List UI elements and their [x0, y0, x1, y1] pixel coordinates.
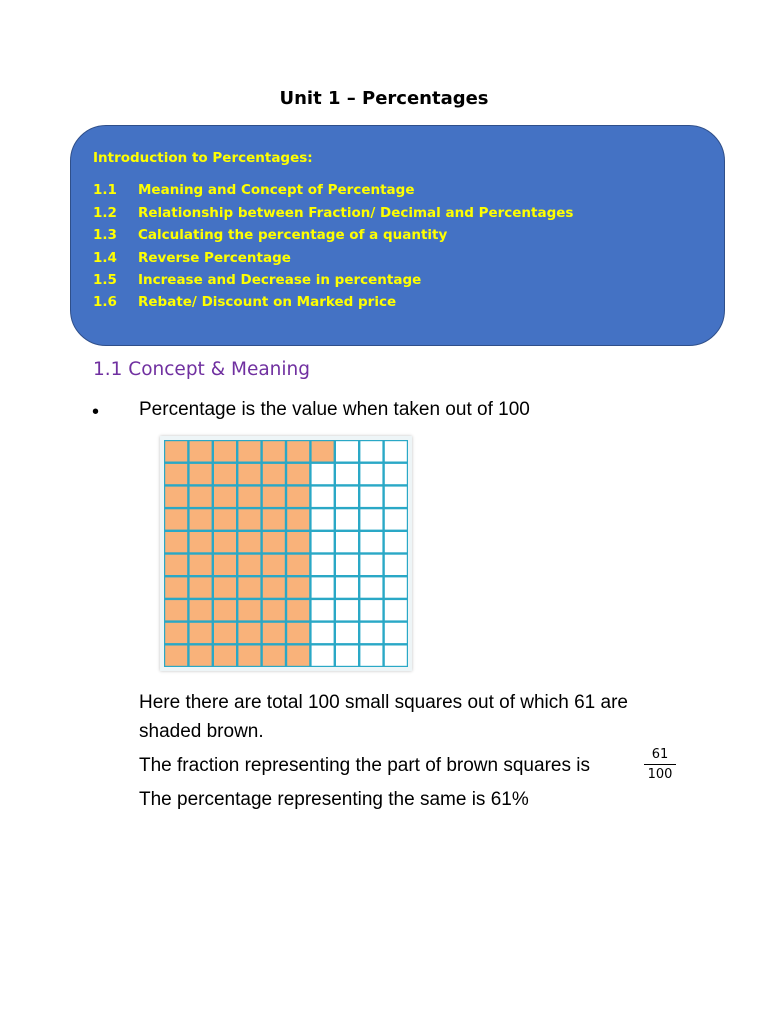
unshaded-square [311, 577, 334, 599]
unshaded-square [335, 645, 358, 667]
shaded-square [238, 531, 261, 553]
shaded-square [262, 509, 285, 531]
shaded-square [287, 463, 310, 485]
shaded-square [165, 645, 188, 667]
unshaded-square [360, 441, 383, 463]
unshaded-square [311, 531, 334, 553]
bullet-icon: • [92, 401, 100, 423]
shaded-square [238, 622, 261, 644]
bullet-text: Percentage is the value when taken out of 100 [139, 399, 530, 420]
unshaded-square [335, 622, 358, 644]
toc-item-text: Reverse Percentage [138, 250, 291, 266]
explanation-line-4: The percentage representing the same is 61% [139, 789, 529, 810]
shaded-square [262, 622, 285, 644]
toc-item [93, 182, 414, 198]
shaded-square [238, 554, 261, 576]
unshaded-square [335, 486, 358, 508]
shaded-square [213, 622, 236, 644]
shaded-square [189, 531, 212, 553]
shaded-square [189, 463, 212, 485]
fraction-bar [644, 764, 676, 765]
shaded-square [262, 554, 285, 576]
shaded-square [262, 645, 285, 667]
unshaded-square [311, 622, 334, 644]
toc-item-text: Calculating the percentage of a quantity [138, 227, 448, 243]
fraction-numerator: 61 [651, 747, 669, 762]
shaded-square [287, 645, 310, 667]
unshaded-square [360, 509, 383, 531]
toc-item [93, 272, 421, 288]
unshaded-square [335, 599, 358, 621]
toc-item-number: 1.1 [93, 182, 117, 198]
shaded-square [238, 509, 261, 531]
shaded-square [189, 441, 212, 463]
unshaded-square [384, 599, 407, 621]
shaded-square [262, 486, 285, 508]
unshaded-square [311, 645, 334, 667]
unshaded-square [384, 645, 407, 667]
shaded-square [165, 463, 188, 485]
shaded-square [287, 554, 310, 576]
intro-heading: Introduction to Percentages: [93, 150, 313, 166]
shaded-square [189, 486, 212, 508]
unshaded-square [360, 531, 383, 553]
shaded-square [287, 577, 310, 599]
section-heading: 1.1 Concept & Meaning [93, 359, 311, 380]
toc-item [93, 250, 291, 266]
unshaded-square [335, 441, 358, 463]
unshaded-square [335, 509, 358, 531]
unshaded-square [311, 554, 334, 576]
shaded-square [287, 531, 310, 553]
shaded-square [165, 509, 188, 531]
toc-item-number: 1.5 [93, 272, 117, 288]
shaded-square [189, 554, 212, 576]
intro-box [70, 125, 725, 346]
toc-item-text: Increase and Decrease in percentage [138, 272, 422, 288]
shaded-square [213, 645, 236, 667]
fraction-denominator: 100 [647, 767, 673, 782]
shaded-square [238, 486, 261, 508]
fraction [644, 746, 676, 783]
shaded-square [311, 441, 334, 463]
toc-item-text: Relationship between Fraction/ Decimal and Percentages [138, 205, 574, 221]
shaded-square [189, 509, 212, 531]
shaded-square [165, 599, 188, 621]
shaded-square [213, 577, 236, 599]
shaded-square [238, 463, 261, 485]
shaded-square [189, 577, 212, 599]
shaded-square [165, 577, 188, 599]
unshaded-square [360, 622, 383, 644]
shaded-square [287, 441, 310, 463]
shaded-square [287, 486, 310, 508]
toc-item [93, 227, 447, 243]
toc-item-text: Meaning and Concept of Percentage [138, 182, 415, 198]
unshaded-square [335, 554, 358, 576]
shaded-square [213, 554, 236, 576]
toc-item-text: Rebate/ Discount on Marked price [138, 294, 397, 310]
unshaded-square [384, 441, 407, 463]
explanation-line-2: shaded brown. [139, 721, 264, 742]
shaded-square [213, 531, 236, 553]
shaded-square [165, 554, 188, 576]
page-title: Unit 1 – Percentages [279, 88, 489, 109]
shaded-square [213, 441, 236, 463]
unshaded-square [384, 463, 407, 485]
toc-item [93, 294, 396, 310]
toc-item-number: 1.2 [93, 205, 117, 221]
unshaded-square [384, 577, 407, 599]
shaded-square [262, 463, 285, 485]
toc-item-number: 1.3 [93, 227, 117, 243]
unshaded-square [311, 599, 334, 621]
shaded-square [287, 622, 310, 644]
unshaded-square [384, 509, 407, 531]
toc-item [93, 205, 573, 221]
shaded-square [213, 486, 236, 508]
unshaded-square [311, 463, 334, 485]
unshaded-square [360, 577, 383, 599]
unshaded-square [360, 486, 383, 508]
unshaded-square [335, 531, 358, 553]
shaded-square [262, 441, 285, 463]
unshaded-square [335, 463, 358, 485]
shaded-square [165, 531, 188, 553]
shaded-square [262, 531, 285, 553]
unshaded-square [335, 577, 358, 599]
shaded-square [189, 645, 212, 667]
shaded-square [165, 622, 188, 644]
unshaded-square [360, 463, 383, 485]
explanation-line-3: The fraction representing the part of brown squares is [139, 755, 590, 776]
shaded-square [287, 599, 310, 621]
toc-item-number: 1.6 [93, 294, 117, 310]
explanation-line-1: Here there are total 100 small squares out of which 61 are [139, 692, 628, 713]
unshaded-square [311, 509, 334, 531]
shaded-square [287, 509, 310, 531]
unshaded-square [384, 622, 407, 644]
shaded-square [165, 441, 188, 463]
toc-item-number: 1.4 [93, 250, 117, 266]
shaded-square [262, 599, 285, 621]
shaded-square [238, 645, 261, 667]
unshaded-square [384, 531, 407, 553]
shaded-square [189, 622, 212, 644]
hundred-square-grid [160, 436, 412, 671]
shaded-square [165, 486, 188, 508]
unshaded-square [384, 554, 407, 576]
shaded-square [238, 441, 261, 463]
shaded-square [238, 599, 261, 621]
unshaded-square [311, 486, 334, 508]
shaded-square [189, 599, 212, 621]
unshaded-square [360, 645, 383, 667]
shaded-square [213, 463, 236, 485]
shaded-square [213, 509, 236, 531]
shaded-square [213, 599, 236, 621]
shaded-square [238, 577, 261, 599]
grid-svg [164, 440, 408, 667]
unshaded-square [384, 486, 407, 508]
shaded-square [262, 577, 285, 599]
unshaded-square [360, 599, 383, 621]
unshaded-square [360, 554, 383, 576]
